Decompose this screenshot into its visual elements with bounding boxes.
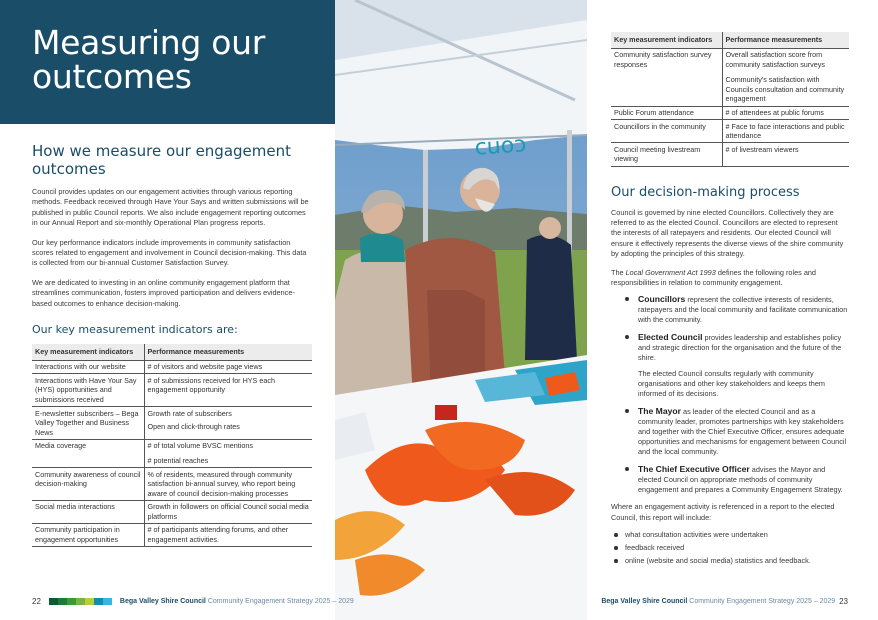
measure-cell: # of visitors and website page views [144,360,312,374]
decision-process-heading: Our decision-making process [611,184,800,200]
measure-cell: # Face to face interactions and public attendance [722,120,849,143]
footer-left [32,597,354,606]
footer-right [601,597,848,606]
indicator-cell: Social media interactions [32,500,144,523]
table-row [611,143,849,166]
act-paragraph [611,268,849,289]
kpi-paragraph: Our key performance indicators include improvements in community satisfaction scores related to engagement and involvement in Council decision-making. This data is collected from our bi-annual Customer Satisfaction Survey. [32,237,307,268]
measure-cell [144,439,312,467]
indicator-cell: Council meeting livestream viewing [611,143,722,166]
engagement-outcomes-heading: How we measure our engagement outcomes [32,142,291,178]
role-name: Elected Council [638,332,703,343]
indicator-cell: Councillors in the community [611,120,722,143]
table-row [32,439,312,467]
color-swatch [49,598,58,605]
act-prefix: The [611,267,624,277]
measure-line: Community's satisfaction with Councils consultation and community engagement [725,75,845,104]
measure-line: Open and click-through rates [147,422,240,432]
indicator-cell: Public Forum attendance [611,106,722,120]
color-swatch [85,598,94,605]
color-strip [49,598,112,605]
table-row [32,523,312,546]
council-name: Bega Valley Shire Council [119,598,206,605]
document-title: Community Engagement Strategy 2025 – 2029 [689,598,836,605]
platform-paragraph: We are dedicated to investing in an online community engagement platform that streamlines communication, fosters improved participation and delivers evidence-based outcomes to enhance decision-making. [32,277,295,308]
event-photo [335,0,587,620]
role-extra: The elected Council consults regularly with community organisations and other key stakeholders and keeps them informed of its decisions. [638,369,825,399]
indicator-cell: Community awareness of council decision-making [32,468,144,501]
measure-line: Overall satisfaction score from community satisfaction surveys [725,50,825,69]
act-title: Local Government Act 1993 [625,267,716,277]
kpi-table-continued [611,32,849,167]
color-swatch [103,598,112,605]
color-swatch [58,598,67,605]
list-item [611,464,849,495]
measure-cell [144,407,312,440]
measure-line: # potential reaches [147,455,209,465]
right-column [611,32,849,567]
report-items-list [611,528,849,567]
indicator-cell: Community satisfaction survey responses [611,48,722,106]
role-text: represent the collective interests of residents, ratepayers and the local community and facilitate communication with the community. [638,295,848,325]
intro-paragraph: Council provides updates on our engagement activities through various reporting methods. Feedback received through Have Your Says and written submissions will be published in public Council reports. We also include engagement reporting outcomes in our Annual Report and six-monthly Operational Plan progress reports. [32,187,309,228]
indicator-cell: Community participation in engagement opportunities [32,523,144,546]
measure-cell: # of livestream viewers [722,143,849,166]
table-header-row [611,32,849,48]
color-swatch [67,598,76,605]
column-header-measurements: Performance measurements [144,344,312,360]
roles-list [611,294,849,495]
table-row [32,407,312,440]
column-header-indicators: Key measurement indicators [32,344,144,360]
measure-line: Growth rate of subscribers [147,408,232,418]
kpi-heading: Our key measurement indicators are: [32,323,238,337]
indicator-cell: Media coverage [32,439,144,467]
color-swatch [94,598,103,605]
table-row [32,468,312,501]
table-row [611,106,849,120]
table-row [611,48,849,106]
list-item: feedback received [611,541,849,554]
measure-line: # of total volume BVSC mentions [147,441,253,451]
role-name: Councillors [638,294,686,305]
table-row [32,500,312,523]
role-name: The Chief Executive Officer [638,464,750,475]
governance-paragraph: Council is governed by nine elected Councillors. Collectively they are referred to as the elected Council. Councillors are elected to represent the interests of all ratepayers and residents. Our elected Council will ensure it effectively represents the diverse views of the shire community by adopting the principles of this strategy. [611,207,844,259]
document-title: Community Engagement Strategy 2025 – 2029 [207,598,354,605]
act-suffix: defines the following roles and responsibilities in relation to community engagement. [611,267,816,287]
page-number-right: 23 [839,597,848,606]
table-header-row [32,344,312,360]
indicator-cell: E-newsletter subscribers – Bega Valley Together and Business News [32,407,144,440]
indicator-cell: Interactions with Have Your Say (HYS) opportunities and submissions received [32,374,144,407]
column-header-measurements: Performance measurements [722,32,849,48]
list-item [611,332,849,399]
page-title: Measuring our outcomes [32,23,265,96]
role-text: provides leadership and establishes policy and strategic direction for the organisation and the future of the shire. [638,333,842,363]
list-item [611,406,849,457]
role-text: as leader of the elected Council and as a community leader, promotes partnerships with key stakeholders and together with the Chief Executive Officer, ensures adequate opportunities and mechanisms for engagement between Council and the local community. [638,407,847,457]
measure-cell: # of submissions received for HYS each engagement opportunity [144,374,312,407]
color-swatch [76,598,85,605]
measure-cell: # of attendees at public forums [722,106,849,120]
measure-cell: # of participants attending forums, and other engagement activities. [144,523,312,546]
measure-cell: Growth in followers on official Council social media platforms [144,500,312,523]
photo-illustration [335,0,587,620]
role-name: The Mayor [638,406,681,417]
left-column [32,142,312,547]
title-banner [0,0,335,124]
list-item: what consultation activities were undertaken [611,528,849,541]
measure-cell [722,48,849,106]
report-intro: Where an engagement activity is referenced in a report to the elected Council, this report will include: [611,502,835,522]
table-row [611,120,849,143]
svg-text:cuoɔ: cuoɔ [473,132,528,161]
list-item: online (website and social media) statistics and feedback. [611,554,849,567]
council-name: Bega Valley Shire Council [601,598,688,605]
measure-cell: % of residents, measured through community satisfaction bi-annual survey, who report being aware of council decision-making processes [144,468,312,501]
role-text: advises the Mayor and elected Council on appropriate methods of community engagement and prepares a Community Engagement Strategy. [638,465,843,495]
column-header-indicators: Key measurement indicators [611,32,722,48]
list-item [611,294,849,325]
table-row [32,374,312,407]
kpi-table [32,344,312,547]
page-number-left: 22 [32,597,41,606]
table-row [32,360,312,374]
indicator-cell: Interactions with our website [32,360,144,374]
